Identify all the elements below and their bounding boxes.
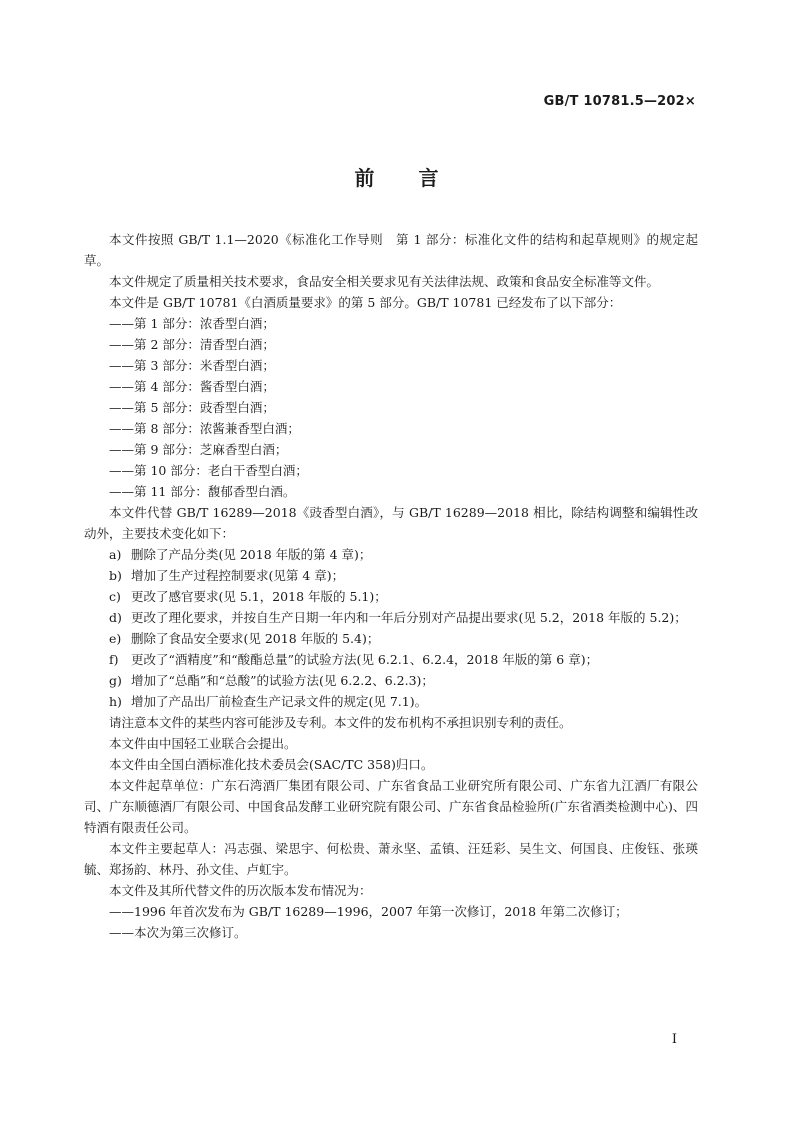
change-list-item [84,691,698,712]
change-list-item [84,565,698,586]
change-label: e) [109,631,122,646]
change-text: 更改了感官要求(见 5.1，2018 年版的 5.1)； [131,589,387,604]
history-list-item: ——1996 年首次发布为 GB/T 16289—1996，2007 年第一次修订，2018 年第二次修订； [109,904,628,919]
change-list-item [84,544,698,565]
change-list-item [84,607,698,628]
change-list-item [84,649,698,670]
paragraph-patent-notice: 请注意本文件的某些内容可能涉及专利。本文件的发布机构不承担识别专利的责任。 [109,715,572,730]
part-list-item: ——第 3 部分：米香型白酒； [109,358,275,373]
change-label: f) [109,652,119,667]
page-number: I [671,1032,677,1047]
change-text: 增加了“总酯”和“总酸”的试验方法(见 6.2.2、6.2.3)； [131,673,434,688]
paragraph-committee: 本文件由全国白酒标准化技术委员会(SAC/TC 358)归口。 [109,757,434,772]
paragraph-history-intro: 本文件及其所代替文件的历次版本发布情况为： [109,883,372,898]
change-label: g) [109,673,122,688]
change-list-item [84,628,698,649]
history-list-item: ——本次为第三次修订。 [109,925,247,940]
part-list-item: ——第 9 部分：芝麻香型白酒； [109,442,288,457]
part-list-item: ——第 8 部分：浓酱兼香型白酒； [109,421,300,436]
part-list-item: ——第 10 部分：老白干香型白酒； [109,463,308,478]
paragraph-drafters: 本文件主要起草人：冯志强、梁思宇、何松贵、萧永坚、孟镇、汪廷彩、吴生文、何国良、庄俊钰、张瑛毓、郑扬韵、林丹、孙文佳、卢虹宇。 [84,841,698,877]
change-label: d) [109,610,122,625]
paragraph-series-intro: 本文件是 GB/T 10781《白酒质量要求》的第 5 部分。GB/T 10781 已经发布了以下部分： [109,295,622,310]
standard-code: GB/T 10781.5—202× [543,94,696,109]
change-list-item [84,586,698,607]
change-label: b) [109,568,122,583]
paragraph-scope-note: 本文件规定了质量相关技术要求，食品安全相关要求见有关法律法规、政策和食品安全标准等文件。 [109,274,660,289]
part-list-item: ——第 4 部分：酱香型白酒； [109,379,275,394]
part-list-item: ——第 1 部分：浓香型白酒； [109,316,275,331]
change-list-item [84,670,698,691]
part-list-item: ——第 5 部分：豉香型白酒； [109,400,275,415]
page-title: 前言 [354,166,483,190]
change-text: 增加了产品出厂前检查生产记录文件的规定(见 7.1)。 [131,694,428,709]
change-text: 删除了食品安全要求(见 2018 年版的 5.4)； [131,631,380,646]
paragraph-replacement: 本文件代替 GB/T 16289—2018《豉香型白酒》，与 GB/T 16289—2018 相比，除结构调整和编辑性改动外，主要技术变化如下： [84,505,698,541]
paragraph-drafting-units: 本文件起草单位：广东石湾酒厂集团有限公司、广东省食品工业研究所有限公司、广东省九江酒厂有限公司、广东顺德酒厂有限公司、中国食品发酵工业研究院有限公司、广东省食品检验所(广东省酒类检测中心)、四特酒有限责任公司。 [84,778,698,835]
change-text: 更改了理化要求，并按自生产日期一年内和一年后分别对产品提出要求(见 5.2，2018 年版的 5.2)； [131,610,687,625]
foreword-body [84,229,698,943]
change-label: a) [109,547,122,562]
change-text: 删除了产品分类(见 2018 年版的第 4 章)； [131,547,372,562]
paragraph-drafting-rules: 本文件按照 GB/T 1.1—2020《标准化工作导则 第 1 部分：标准化文件的结构和起草规则》的规定起草。 [84,232,698,268]
change-label: c) [109,589,121,604]
paragraph-proposer: 本文件由中国轻工业联合会提出。 [109,736,297,751]
part-list-item: ——第 2 部分：清香型白酒； [109,337,275,352]
change-label: h) [109,694,122,709]
change-text: 增加了生产过程控制要求(见第 4 章)； [131,568,345,583]
part-list-item: ——第 11 部分：馥郁香型白酒。 [109,484,296,499]
change-text: 更改了“酒精度”和“酸酯总量”的试验方法(见 6.2.1、6.2.4，2018 年版的第 6 章)； [131,652,599,667]
